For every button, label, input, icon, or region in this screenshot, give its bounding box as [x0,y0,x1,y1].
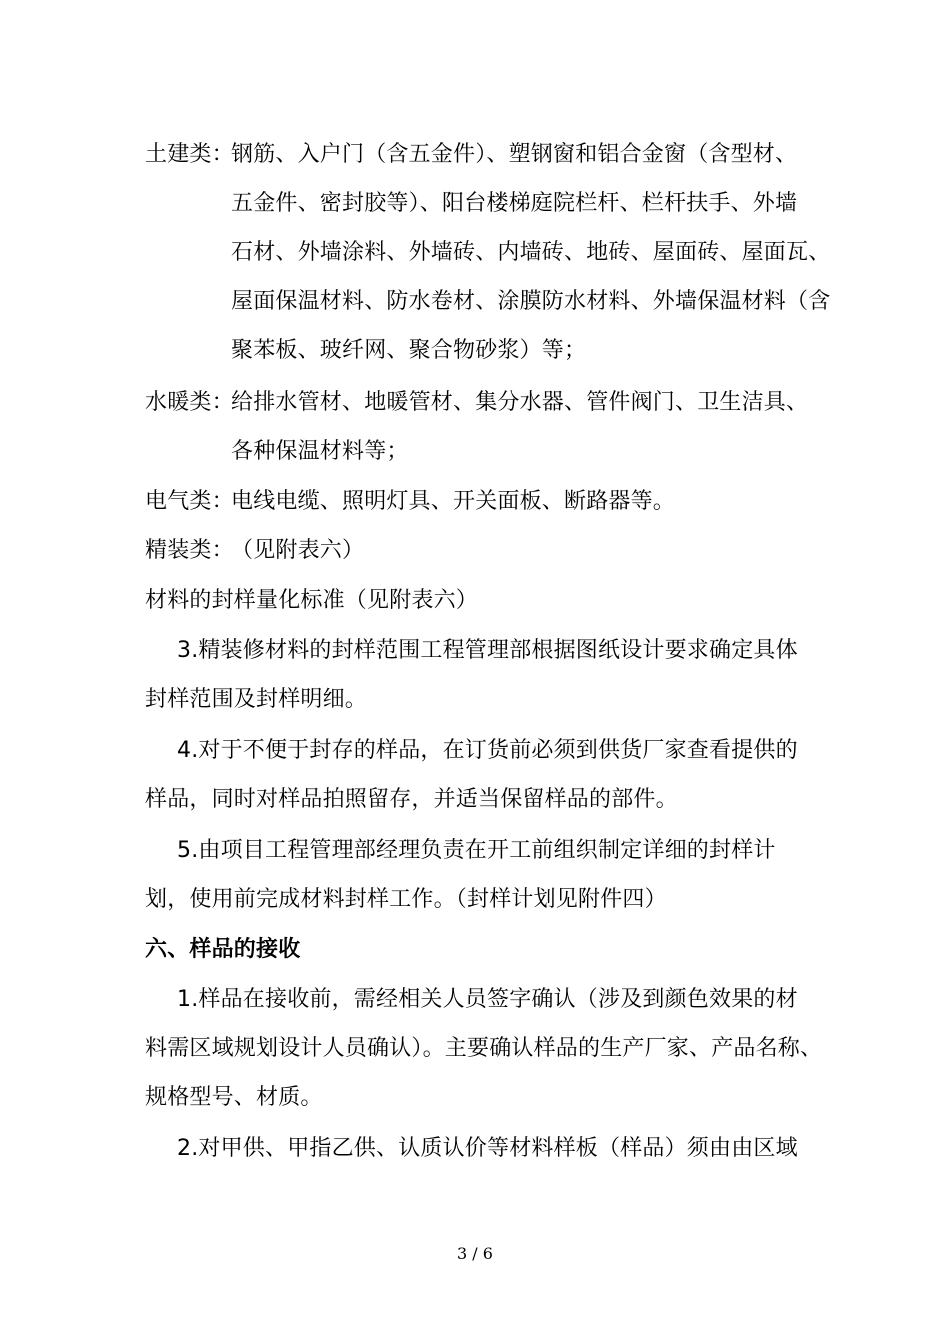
category-label-electrical: 电气类： [145,489,234,514]
category-text-civil-line-3: 石材、外墙涂料、外墙砖、内墙砖、地砖、屋面砖、屋面瓦、 [231,240,831,265]
section-6-heading: 六、样品的接收 [145,937,301,962]
category-label-civil: 土建类： [145,142,234,167]
category-text-civil-line-4: 屋面保温材料、防水卷材、涂膜防水材料、外墙保温材料（含 [231,289,831,314]
category-text-plumbing-line-1: 给排水管材、地暖管材、集分水器、管件阀门、卫生洁具、 [231,390,809,415]
paragraph-4-line-1: 4.对于不便于封存的样品，在订货前必须到供货厂家查看提供的 [177,738,798,763]
category-text-civil-line-2: 五金件、密封胶等）、阳台楼梯庭院栏杆、栏杆扶手、外墙 [231,191,798,216]
paragraph-5-line-2: 划，使用前完成材料封样工作。（封样计划见附件四） [145,887,667,912]
section-6-paragraph-1-line-2: 料需区域规划设计人员确认）。主要确认样品的生产厂家、产品名称、 [145,1036,823,1061]
category-label-finishing: 精装类： [145,538,234,563]
standard-line: 材料的封样量化标准（见附表六） [145,588,479,613]
paragraph-5-line-1: 5.由项目工程管理部经理负责在开工前组织制定详细的封样计 [177,838,776,863]
category-text-finishing: （见附表六） [231,538,365,563]
paragraph-3-line-2: 封样范围及封样明细。 [145,687,368,712]
category-text-electrical: 电线电缆、照明灯具、开关面板、断路器等。 [231,489,676,514]
category-text-civil-line-5: 聚苯板、玻纤网、聚合物砂浆）等； [231,338,587,363]
category-text-civil-line-1: 钢筋、入户门（含五金件）、塑钢窗和铝合金窗（含型材、 [231,142,798,167]
section-6-paragraph-1-line-3: 规格型号、材质。 [145,1085,323,1110]
category-text-plumbing-line-2: 各种保温材料等； [231,439,409,464]
section-6-paragraph-1-line-1: 1.样品在接收前，需经相关人员签字确认（涉及到颜色效果的材 [177,987,798,1012]
page-number: 3 / 6 [457,1244,493,1263]
section-6-paragraph-2-line-1: 2.对甲供、甲指乙供、认质认价等材料样板（样品）须由由区域 [177,1136,798,1161]
paragraph-4-line-2: 样品，同时对样品拍照留存，并适当保留样品的部件。 [145,787,678,812]
category-label-plumbing: 水暖类： [145,390,234,415]
paragraph-3-line-1: 3.精装修材料的封样范围工程管理部根据图纸设计要求确定具体 [177,638,798,663]
